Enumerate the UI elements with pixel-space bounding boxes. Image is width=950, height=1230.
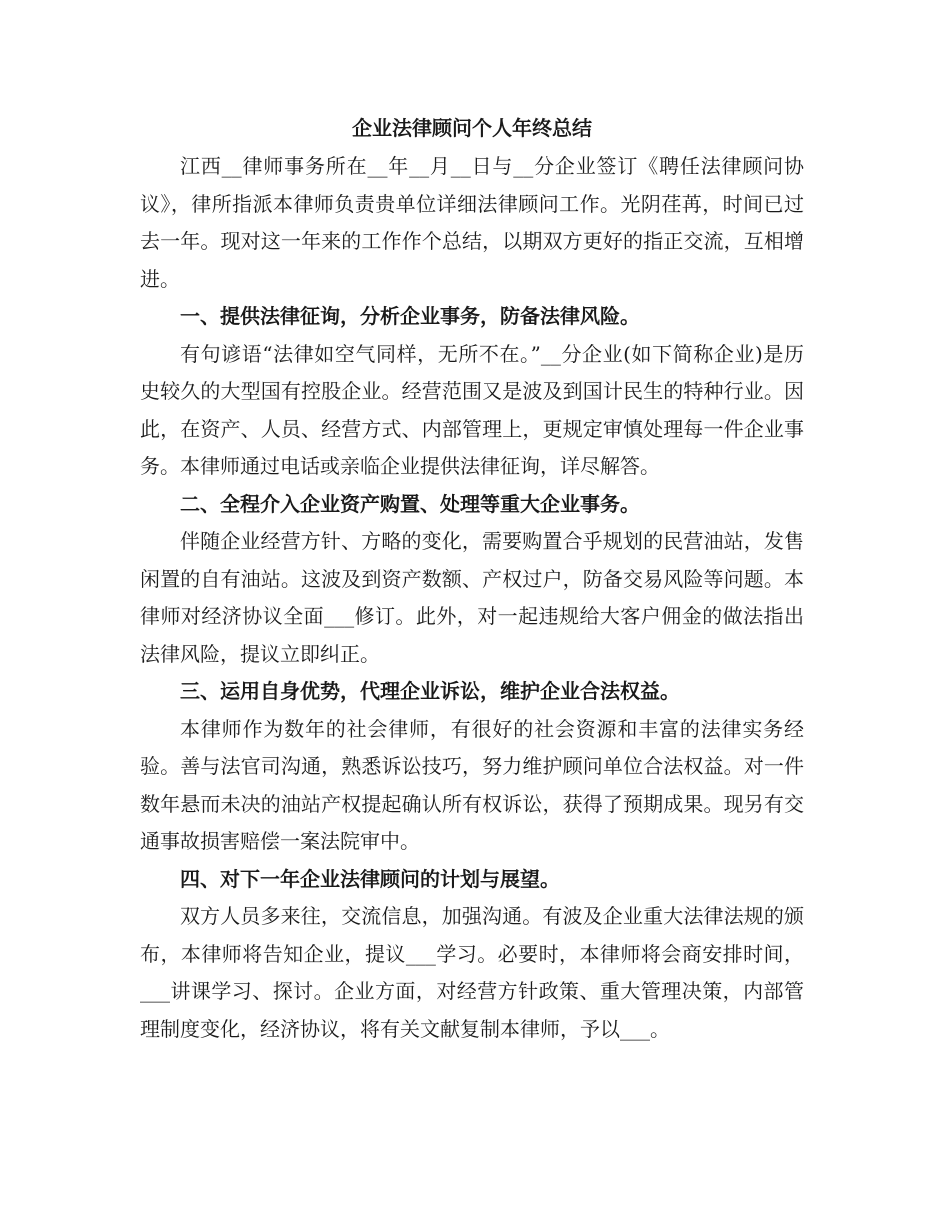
section-4-heading: 四、对下一年企业法律顾问的计划与展望。 (180, 866, 560, 891)
intro-paragraph: 江西__律师事务所在__年__月__日与__分企业签订《聘任法律顾问协议》，律所指派本律师负责贵单位详细法律顾问工作。光阴荏苒，时间已过去一年。现对这一年来的工作作个总结，以期双方更好的指正交流，互相增进。 (140, 154, 804, 291)
section-2-heading: 二、全程介入企业资产购置、处理等重大企业事务。 (180, 491, 640, 516)
section-2-body: 伴随企业经营方针、方略的变化，需要购置合乎规划的民营油站，发售闲置的自有油站。这波及到资产数额、产权过户，防备交易风险等问题。本律师对经济协议全面___修订。此外，对一起违规给大客户佣金的做法指出法律风险，提议立即纠正。 (140, 529, 804, 666)
document-title: 企业法律顾问个人年终总结 (352, 116, 592, 140)
section-3-body: 本律师作为数年的社会律师，有很好的社会资源和丰富的法律实务经验。善与法官司沟通，熟悉诉讼技巧，努力维护顾问单位合法权益。对一件数年悬而未决的油站产权提起确认所有权诉讼，获得了预期成果。现另有交通事故损害赔偿一案法院审中。 (140, 716, 804, 853)
section-1-body: 有句谚语“法律如空气同样，无所不在。”__分企业(如下简称企业)是历史较久的大型国有控股企业。经营范围又是波及到国计民生的特种行业。因此，在资产、人员、经营方式、内部管理上，更规定审慎处理每一件企业事务。本律师通过电话或亲临企业提供法律征询，详尽解答。 (140, 341, 804, 478)
section-4-body: 双方人员多来往，交流信息，加强沟通。有波及企业重大法律法规的颁布，本律师将告知企业，提议___学习。必要时，本律师将会商安排时间，___讲课学习、探讨。企业方面，对经营方针政策、重大管理决策，内部管理制度变化，经济协议，将有关文献复制本律师，予以___。 (140, 904, 804, 1041)
section-3-heading: 三、运用自身优势，代理企业诉讼，维护企业合法权益。 (180, 679, 680, 703)
section-1-heading: 一、提供法律征询，分析企业事务，防备法律风险。 (180, 304, 640, 328)
document-page (140, 110, 804, 1048)
